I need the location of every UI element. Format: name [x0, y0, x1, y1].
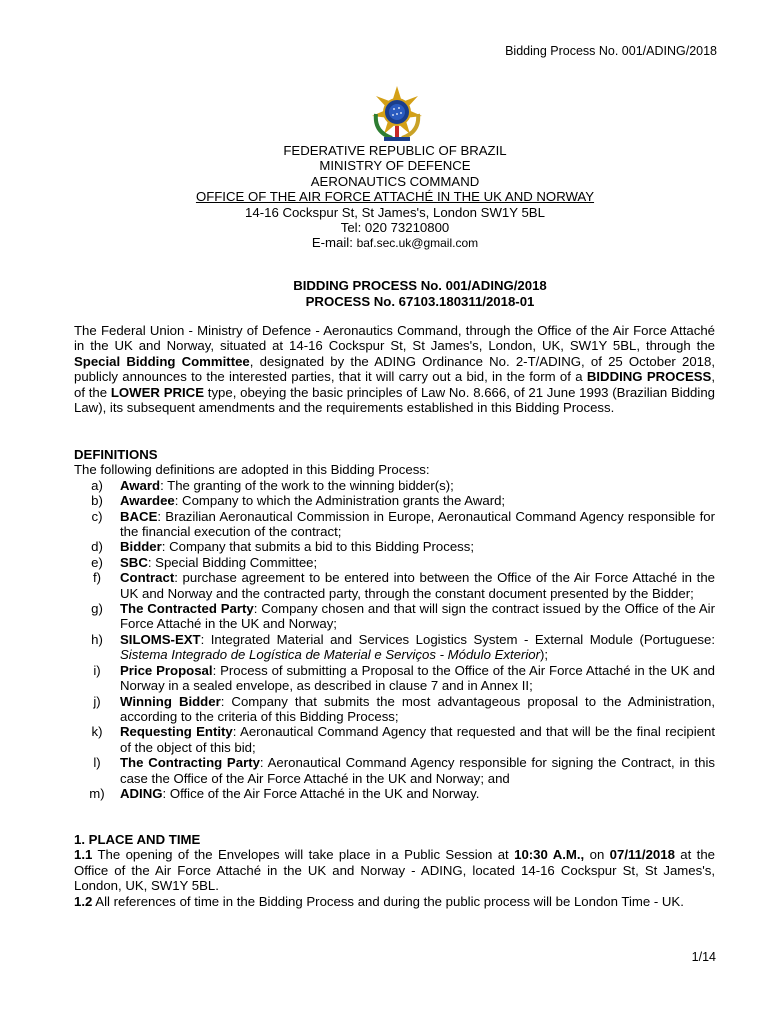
letterhead [0, 143, 770, 252]
letterhead-tel: Tel: 020 73210800 [340, 220, 450, 236]
definitions-lead: The following definitions are adopted in this Bidding Process: [74, 462, 430, 478]
letterhead-address: 14-16 Cockspur St, St James's, London SW1Y 5BL [245, 204, 545, 220]
definitions-list [74, 478, 715, 802]
document-reference: Bidding Process No. 001/ADING/2018 [505, 44, 717, 58]
list-item: j) Winning Bidder: Company that submits the most advantageous proposal to the Administration, according to the criteria of this Bidding Process; [93, 693, 715, 724]
page-number: 1/14 [691, 950, 716, 964]
definitions-title: DEFINITIONS [74, 447, 158, 462]
section-place-and-time [74, 832, 715, 909]
process-heading [0, 278, 770, 309]
letterhead-ministry: MINISTRY OF DEFENCE [319, 158, 471, 174]
list-item: g) The Contracted Party: Company chosen and that will sign the contract issued by the Office of the Air Force Attaché in the UK and Norway; [91, 601, 716, 632]
letterhead-office: OFFICE OF THE AIR FORCE ATTACHÉ IN THE UK AND NORWAY [195, 189, 595, 205]
list-item: c) BACE: Brazilian Aeronautical Commission in Europe, Aeronautical Command Agency responsible for the financial execution of the contract; [91, 508, 715, 540]
clause-1-2: 1.2 All references of time in the Bidding Process and during the public process will be London Time - UK. [74, 893, 684, 909]
list-item: e) SBC: Special Bidding Committee; [91, 554, 318, 570]
list-item: l) The Contracting Party: Aeronautical Command Agency responsible for signing the Contract, in this case the Office of the Air Force Attaché in the UK and Norway; and [93, 755, 715, 786]
definitions-section [74, 447, 715, 801]
letterhead-email [0, 235, 770, 251]
list-item: d) Bidder: Company that submits a bid to this Bidding Process; [91, 539, 475, 555]
list-item: i) Price Proposal: Process of submitting a Proposal to the Office of the Air Force Attaché in the UK and Norway in a sealed envelope, as described in clause 7 and in Annex II; [93, 662, 715, 694]
email-label: E-mail: [311, 235, 357, 251]
email-value: baf.sec.uk@gmail.com [356, 236, 479, 251]
list-item: k) Requesting Entity: Aeronautical Command Agency that requested and that will be the final recipient of the object of this bid; [91, 724, 715, 755]
section-title: 1. PLACE AND TIME [74, 832, 201, 847]
bidding-process-number: BIDDING PROCESS No. 001/ADING/2018 [293, 278, 547, 293]
list-item: h) SILOMS-EXT: Integrated Material and Services Logistics System - External Module (Portuguese: Sistema Integrado de Logística de Material e Serviços - Módulo Exterior); [91, 631, 715, 663]
list-item: m) ADING: Office of the Air Force Attaché in the UK and Norway. [89, 785, 480, 801]
list-item: a) Award: The granting of the work to the winning bidder(s); [91, 477, 454, 493]
list-item: b) Awardee: Company to which the Administration grants the Award; [91, 493, 506, 509]
brazil-coat-of-arms-icon [366, 84, 428, 144]
intro-paragraph: The Federal Union - Ministry of Defence - Aeronautics Command, through the Office of the Air Force Attaché in the UK and Norway, situated at 14-16 Cockspur St, St James's, London, UK, SW1Y 5BL, through the Special Bidding Committee, designated by the ADING Ordinance No. 2-T/ADING, of 25 October 2018, publicly announces to the interested parties, that it will carry out a bid, in the form of a BIDDING PROCESS, of the LOWER PRICE type, obeying the basic principles of Law No. 8.666, of 21 June 1993 (Brazilian Bidding Law), its subsequent amendments and the requirements established in this Bidding Process. [74, 323, 716, 416]
letterhead-command: AERONAUTICS COMMAND [310, 173, 480, 189]
list-item: f) Contract: purchase agreement to be entered into between the Office of the Air Force Attaché in the UK and Norway and the contracted party, through the constant document presented by the Bidder; [92, 570, 715, 601]
clause-1-1: 1.1 The opening of the Envelopes will take place in a Public Session at 10:30 A.M., on 07/11/2018 at the Office of the Air Force Attaché in the UK and Norway - ADING, located 14-16 Cockspur St, St James's, London, UK, SW1Y 5BL. [74, 847, 716, 894]
process-number: PROCESS No. 67103.180311/2018-01 [305, 293, 535, 309]
letterhead-country: FEDERATIVE REPUBLIC OF BRAZIL [283, 143, 507, 158]
